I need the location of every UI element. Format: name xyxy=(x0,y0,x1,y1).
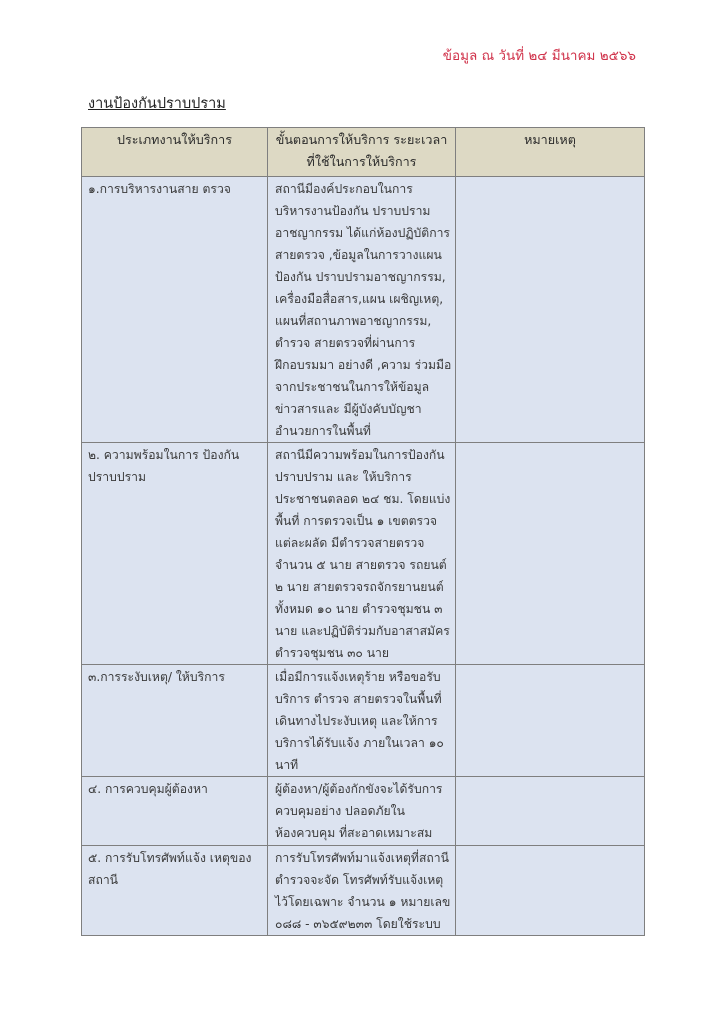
cell-line: การรับโทรศัพท์มาแจ้งเหตุที่สถานี xyxy=(275,851,449,865)
cell-remark xyxy=(456,177,645,443)
header-procedure xyxy=(268,128,456,177)
cell-line: ๔. การควบคุมผู้ต้องหา xyxy=(88,782,208,796)
cell-line: ตำรวจชุมชน ๓๐ นาย xyxy=(275,646,390,660)
cell-line: จากประชาชนในการให้ข้อมูล xyxy=(275,380,430,394)
table-row xyxy=(82,777,645,846)
header-line: ที่ใช้ในการให้บริการ xyxy=(306,154,417,169)
cell-line: ๒. ความพร้อมในการ ป้องกัน xyxy=(88,448,240,462)
cell-line: สถานีมีองค์ประกอบในการ xyxy=(275,182,413,196)
date-note: ข้อมูล ณ วันที่ ๒๔ มีนาคม ๒๕๖๖ xyxy=(442,48,636,64)
cell-line: ป้องกัน ปราบปรามอาชญากรรม, xyxy=(275,270,446,284)
cell-line: ทั้งหมด ๑๐ นาย ตำรวจชุมชน ๓ xyxy=(275,602,443,616)
cell-line: แต่ละผลัด มีตำรวจสายตรวจ xyxy=(275,536,425,550)
header-line: หมายเหตุ xyxy=(524,132,576,147)
cell-remark xyxy=(456,777,645,846)
table-header-row xyxy=(82,128,645,177)
cell-service-type xyxy=(82,443,268,665)
cell-line: ห้องควบคุม ที่สะอาดเหมาะสม xyxy=(275,826,433,840)
cell-line: ข่าวสารและ มีผู้บังคับบัญชา xyxy=(275,402,422,416)
cell-line: บริการได้รับแจ้ง ภายในเวลา ๑๐ xyxy=(275,736,444,750)
cell-remark xyxy=(456,665,645,777)
cell-line: ๐๘๘ - ๓๖๕๙๒๓๓ โดยใช้ระบบ xyxy=(275,917,441,931)
cell-line: ไว้โดยเฉพาะ จำนวน ๑ หมายเลข xyxy=(275,895,451,909)
cell-line: ๒ นาย สายตรวจรถจักรยานยนต์ xyxy=(275,580,444,594)
cell-procedure xyxy=(268,665,456,777)
cell-procedure xyxy=(268,777,456,846)
service-table xyxy=(81,127,645,936)
header-service-type xyxy=(82,128,268,177)
cell-line: นาที xyxy=(275,758,299,772)
cell-line: บริหารงานป้องกัน ปราบปราม xyxy=(275,204,431,218)
table-row xyxy=(82,665,645,777)
cell-line: ๓.การระงับเหตุ/ ให้บริการ xyxy=(88,670,225,684)
cell-line: บริการ ตำรวจ สายตรวจในพื้นที่ xyxy=(275,692,442,706)
cell-line: สถานี xyxy=(88,873,118,887)
cell-line: ๑.การบริหารงานสาย ตรวจ xyxy=(88,182,231,196)
cell-line: ตำรวจจะจัด โทรศัพท์รับแจ้งเหตุ xyxy=(275,873,444,887)
table-row xyxy=(82,443,645,665)
cell-line: นาย และปฏิบัติร่วมกับอาสาสมัคร xyxy=(275,624,450,638)
cell-line: ปราบปราม และ ให้บริการ xyxy=(275,470,412,484)
cell-service-type xyxy=(82,777,268,846)
cell-line: เมื่อมีการแจ้งเหตุร้าย หรือขอรับ xyxy=(275,670,441,684)
cell-line: สายตรวจ ,ข้อมูลในการวางแผน xyxy=(275,248,442,262)
cell-line: ตำรวจ สายตรวจที่ผ่านการ xyxy=(275,336,416,350)
cell-line: เครื่องมือสื่อสาร,แผน เผชิญเหตุ, xyxy=(275,292,444,306)
cell-service-type xyxy=(82,846,268,936)
cell-line: ประชาชนตลอด ๒๔ ชม. โดยแบ่ง xyxy=(275,492,451,506)
cell-procedure xyxy=(268,846,456,936)
header-line: ประเภทงานให้บริการ xyxy=(117,132,232,147)
cell-line: ผู้ต้องหา/ผู้ต้องกักขังจะได้รับการ xyxy=(275,782,443,796)
cell-line: ๕. การรับโทรศัพท์แจ้ง เหตุของ xyxy=(88,851,252,865)
cell-line: เดินทางไประงับเหตุ และให้การ xyxy=(275,714,438,728)
cell-line: อำนวยการในพื้นที่ xyxy=(275,424,371,438)
header-remark xyxy=(456,128,645,177)
cell-procedure xyxy=(268,177,456,443)
cell-service-type xyxy=(82,665,268,777)
header-line: ขั้นตอนการให้บริการ ระยะเวลา xyxy=(275,132,448,147)
cell-service-type xyxy=(82,177,268,443)
cell-line: อาชญากรรม ได้แก่ห้องปฏิบัติการ xyxy=(275,226,450,240)
cell-remark xyxy=(456,443,645,665)
section-title: งานป้องกันปราบปราม xyxy=(88,96,226,112)
cell-line: พื้นที่ การตรวจเป็น ๑ เขตตรวจ xyxy=(275,514,438,528)
table-row xyxy=(82,846,645,936)
cell-line: ฝึกอบรมมา อย่างดี ,ความ ร่วมมือ xyxy=(275,358,452,372)
cell-line: ควบคุมอย่าง ปลอดภัยใน xyxy=(275,804,405,818)
cell-line: แผนที่สถานภาพอาชญากรรม, xyxy=(275,314,432,328)
cell-procedure xyxy=(268,443,456,665)
cell-line: จำนวน ๕ นาย สายตรวจ รถยนต์ xyxy=(275,558,447,572)
cell-line: สถานีมีความพร้อมในการป้องกัน xyxy=(275,448,445,462)
cell-line: ปราบปราม xyxy=(88,470,147,484)
table-row xyxy=(82,177,645,443)
cell-remark xyxy=(456,846,645,936)
